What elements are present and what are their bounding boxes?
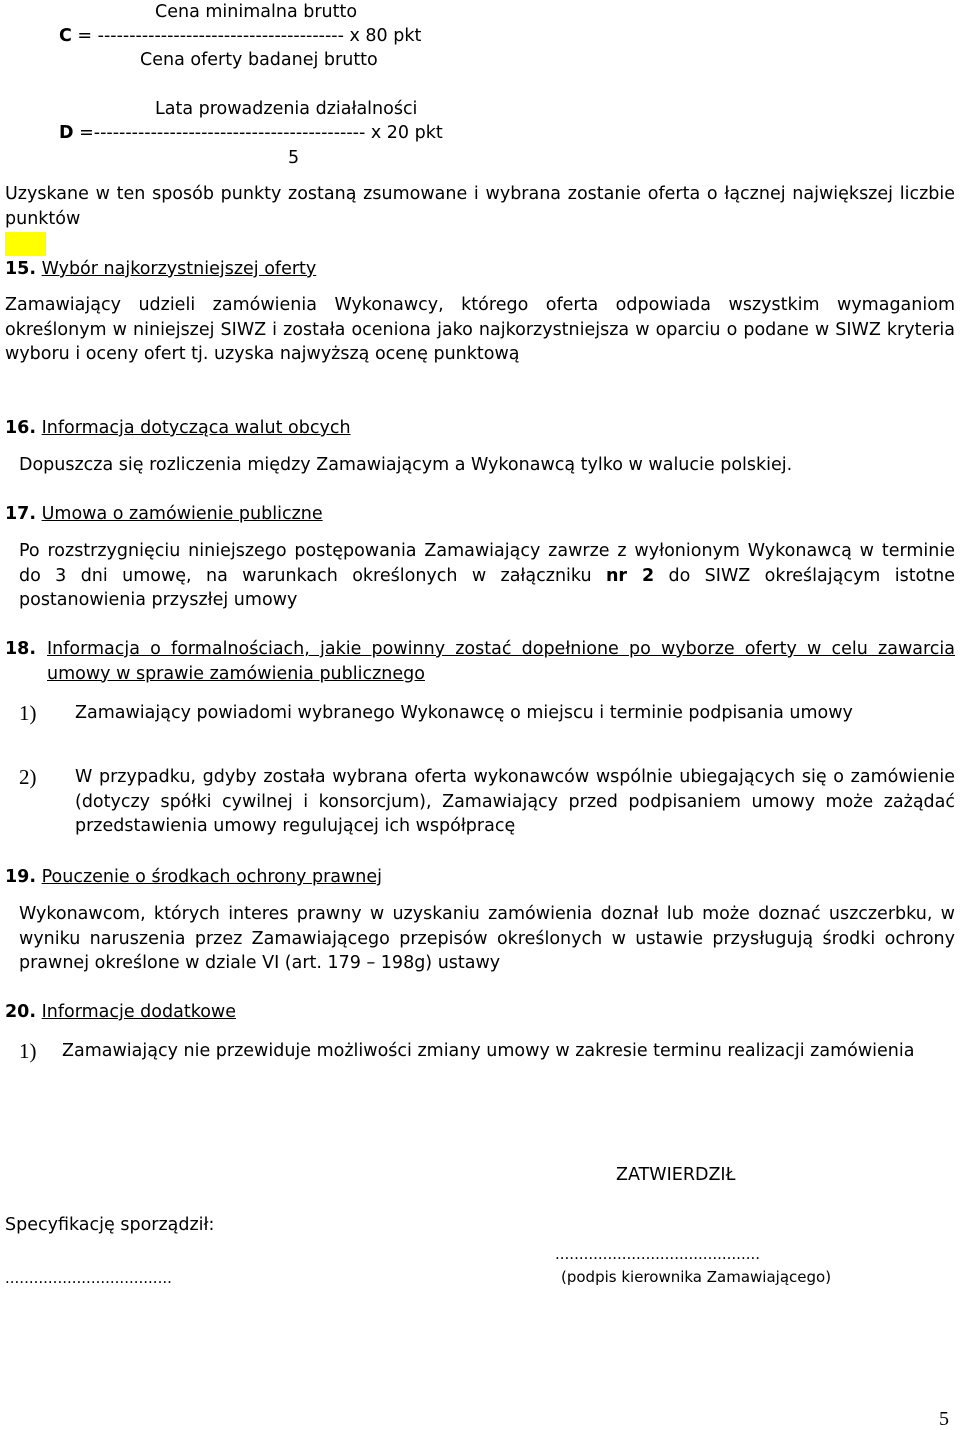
section-15-heading [5, 257, 316, 281]
signature-caption: (podpis kierownika Zamawiającego) [561, 1268, 832, 1286]
section-17-body-part2: do SIWZ określającym istotne postanowienia przyszłej umowy [19, 565, 955, 610]
section-17-body-part1: Po rozstrzygnięciu niniejszego postępowania Zamawiający zawrze z wyłonionym Wykonawcą w terminie do 3 dni umowę, na warunkach określonych w załączniku [19, 541, 955, 586]
page-number: 5 [939, 1408, 949, 1430]
formula-c-denominator: Cena oferty badanej brutto [140, 50, 378, 70]
section-17-heading [5, 502, 323, 526]
section-18-number: 18. [5, 639, 37, 659]
summary-text: Uzyskane w ten sposób punkty zostaną zsumowane i wybrana zostanie oferta o łącznej największej liczbie punktów [5, 184, 955, 229]
section-19-number: 19. [5, 867, 37, 887]
section-16-body: Dopuszcza się rozliczenia między Zamawiającym a Wykonawcą tylko w walucie polskiej. [19, 455, 793, 475]
section-19-body: Wykonawcom, których interes prawny w uzyskaniu zamówienia doznał lub może doznać uszczerbku, w wyniku naruszenia przez Zamawiającego przepisów określonych w ustawie przysługują środki ochrony prawnej określone w dziale VI (art. 179 – 198g) ustawy [19, 904, 955, 973]
formula-d-symbol: D [59, 123, 74, 143]
section-18-heading [5, 637, 955, 686]
section-16-number: 16. [5, 418, 37, 438]
section-18-title: Informacja o formalnościach, jakie powinny zostać dopełnione po wyborze oferty w celu zawarcia umowy w sprawie zamówienia publicznego [47, 639, 955, 684]
formula-c-line [59, 24, 421, 48]
section-16-heading [5, 416, 351, 440]
section-20-item-number: 1) [19, 1039, 37, 1063]
section-20-number: 20. [5, 1002, 37, 1022]
section-15-number: 15. [5, 259, 37, 279]
section-17-number: 17. [5, 504, 37, 524]
section-17-body [19, 539, 955, 613]
section-20-item [19, 1039, 955, 1064]
section-15-title: Wybór najkorzystniejszej oferty [41, 259, 317, 279]
approved-label: ZATWIERDZIŁ [616, 1165, 736, 1185]
formula-c-fraction: = --------------------------------------- x 80 pkt [71, 26, 422, 46]
section-16-title: Informacja dotycząca walut obcych [41, 418, 351, 438]
signature-dots-right: ........................................... [555, 1245, 761, 1263]
formula-d-denominator: 5 [288, 148, 300, 168]
section-18-item [19, 765, 955, 839]
section-19-title: Pouczenie o środkach ochrony prawnej [41, 867, 383, 887]
formula-d-line [59, 121, 443, 145]
section-18-item-text: Zamawiający powiadomi wybranego Wykonawcę o miejscu i terminie podpisania umowy [75, 703, 853, 723]
section-19-heading [5, 865, 382, 889]
section-18-item-number: 2) [19, 765, 37, 789]
section-17-body-bold: nr 2 [605, 565, 655, 586]
section-20-heading [5, 1000, 236, 1024]
section-17-title: Umowa o zamówienie publiczne [41, 504, 323, 524]
prepared-by-label: Specyfikację sporządził: [5, 1215, 215, 1235]
section-20-item-text: Zamawiający nie przewiduje możliwości zmiany umowy w zakresie terminu realizacji zamówienia [62, 1041, 915, 1061]
formula-c-numerator: Cena minimalna brutto [155, 2, 358, 22]
section-18-item [19, 701, 955, 726]
formula-c-symbol: C [59, 26, 72, 46]
formula-d-numerator: Lata prowadzenia działalności [155, 99, 418, 119]
formula-d-fraction: =------------------------------------------- x 20 pkt [73, 123, 443, 143]
section-15-body: Zamawiający udzieli zamówienia Wykonawcy, którego oferta odpowiada wszystkim wymaganiom określonym w niniejszej SIWZ i została oceniona jako najkorzystniejsza w oparciu o podane w SIWZ kryteria wyboru i oceny ofert tj. uzyska najwyższą ocenę punktową [5, 295, 955, 364]
section-18-item-number: 1) [19, 701, 37, 725]
section-20-title: Informacje dodatkowe [41, 1002, 236, 1022]
signature-dots-left: ................................... [5, 1269, 172, 1287]
highlight-mark [5, 232, 46, 256]
section-18-item-text: W przypadku, gdyby została wybrana oferta wykonawców wspólnie ubiegających się o zamówienie (dotyczy spółki cywilnej i konsorcjum), Zamawiający przed podpisaniem umowy może zażądać przedstawienia umowy regulującej ich współpracę [75, 767, 955, 836]
